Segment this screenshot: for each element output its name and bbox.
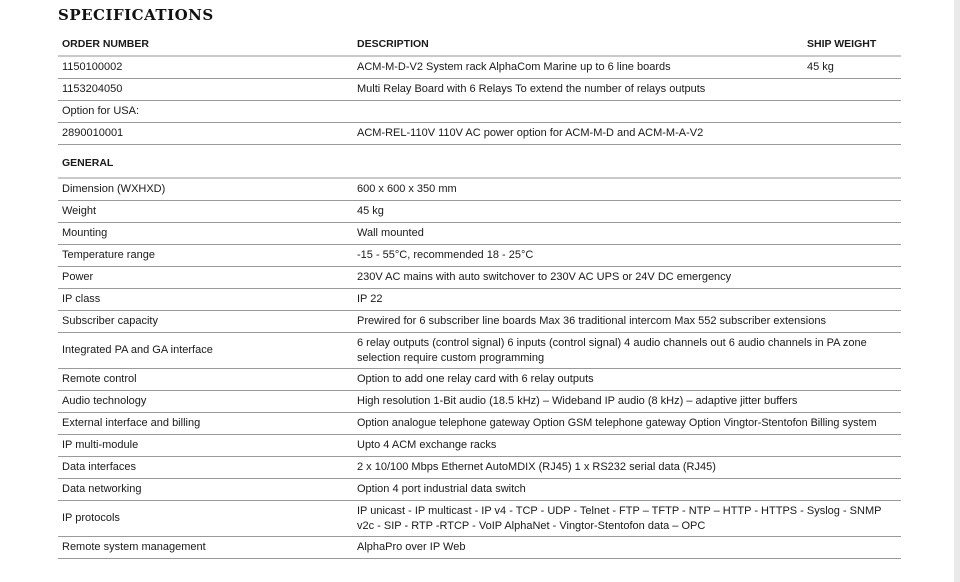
spec-label: Mounting: [58, 223, 353, 245]
table-row: [58, 245, 901, 267]
header-ship-weight: SHIP WEIGHT: [803, 34, 901, 56]
description-cell: ACM-REL-110V 110V AC power option for ACM-M-D and ACM-M-A-V2: [353, 123, 803, 145]
ship-weight-cell: 45 kg: [803, 56, 901, 79]
spec-value: Option 4 port industrial data switch: [353, 479, 901, 501]
table-row: [58, 289, 901, 311]
header-order-number: ORDER NUMBER: [58, 34, 353, 56]
order-number-cell: 2890010001: [58, 123, 353, 145]
spec-value: Wall mounted: [353, 223, 901, 245]
spec-label: Subscriber capacity: [58, 311, 353, 333]
spec-label: IP class: [58, 289, 353, 311]
table-row: [58, 537, 901, 559]
spec-value: Prewired for 6 subscriber line boards Max 36 traditional intercom Max 552 subscriber extensions: [353, 311, 901, 333]
table-row: [58, 457, 901, 479]
table-row: [58, 369, 901, 391]
order-number-cell: 1150100002: [58, 56, 353, 79]
spec-value: 2 x 10/100 Mbps Ethernet AutoMDIX (RJ45) 1 x RS232 serial data (RJ45): [353, 457, 901, 479]
spec-value: Option to add one relay card with 6 relay outputs: [353, 369, 901, 391]
spec-label: Integrated PA and GA interface: [58, 333, 353, 369]
page-edge-divider: [954, 0, 960, 582]
ship-weight-cell: [803, 79, 901, 101]
spec-value: Upto 4 ACM exchange racks: [353, 435, 901, 457]
spec-value: Option analogue telephone gateway Option GSM telephone gateway Option Vingtor-Stentofon Billing system: [353, 413, 901, 435]
table-row: [58, 333, 901, 369]
spec-value: 45 kg: [353, 201, 901, 223]
table-row: [58, 178, 901, 201]
spec-label: Weight: [58, 201, 353, 223]
option-label-cell: Option for USA:: [58, 101, 353, 123]
page-title: SPECIFICATIONS: [58, 6, 214, 24]
spec-label: Audio technology: [58, 391, 353, 413]
table-row: [58, 79, 901, 101]
description-cell: ACM-M-D-V2 System rack AlphaCom Marine up to 6 line boards: [353, 56, 803, 79]
table-row: [58, 267, 901, 289]
spec-label: Data interfaces: [58, 457, 353, 479]
table-row: [58, 501, 901, 537]
spec-label: External interface and billing: [58, 413, 353, 435]
table-row: [58, 311, 901, 333]
spec-label: Remote control: [58, 369, 353, 391]
order-number-cell: 1153204050: [58, 79, 353, 101]
description-cell: Multi Relay Board with 6 Relays To extend the number of relays outputs: [353, 79, 803, 101]
table-row: [58, 101, 901, 123]
ship-weight-cell: [803, 101, 901, 123]
table-row: [58, 223, 901, 245]
spec-label: Power: [58, 267, 353, 289]
specifications-table: [58, 34, 901, 559]
spec-value: AlphaPro over IP Web: [353, 537, 901, 559]
spec-value: -15 - 55°C, recommended 18 - 25°C: [353, 245, 901, 267]
table-row: [58, 391, 901, 413]
general-section-header: [58, 145, 901, 179]
spec-label: IP multi-module: [58, 435, 353, 457]
spec-label: IP protocols: [58, 501, 353, 537]
spec-value: 6 relay outputs (control signal) 6 inputs (control signal) 4 audio channels out 6 audio channels in PA zone selection require custom programming: [353, 333, 901, 369]
spec-value: 600 x 600 x 350 mm: [353, 178, 901, 201]
spec-label: Remote system management: [58, 537, 353, 559]
table-row: [58, 479, 901, 501]
table-row: [58, 413, 901, 435]
spec-value: IP 22: [353, 289, 901, 311]
header-description: DESCRIPTION: [353, 34, 803, 56]
table-row: [58, 123, 901, 145]
description-cell: [353, 101, 803, 123]
spec-label: Data networking: [58, 479, 353, 501]
spec-value: 230V AC mains with auto switchover to 230V AC UPS or 24V DC emergency: [353, 267, 901, 289]
spec-value: High resolution 1-Bit audio (18.5 kHz) – Wideband IP audio (8 kHz) – adaptive jitter buffers: [353, 391, 901, 413]
general-title: GENERAL: [58, 145, 901, 179]
table-row: [58, 201, 901, 223]
spec-label: Dimension (WXHXD): [58, 178, 353, 201]
table-row: [58, 435, 901, 457]
table-header-row: [58, 34, 901, 56]
spec-label: Temperature range: [58, 245, 353, 267]
ship-weight-cell: [803, 123, 901, 145]
table-row: [58, 56, 901, 79]
spec-value: IP unicast - IP multicast - IP v4 - TCP - UDP - Telnet - FTP – TFTP - NTP – HTTP - HTTPS - Syslog - SNMP v2c - SIP - RTP -RTCP - VoIP AlphaNet - Vingtor-Stentofon data – OPC: [353, 501, 901, 537]
